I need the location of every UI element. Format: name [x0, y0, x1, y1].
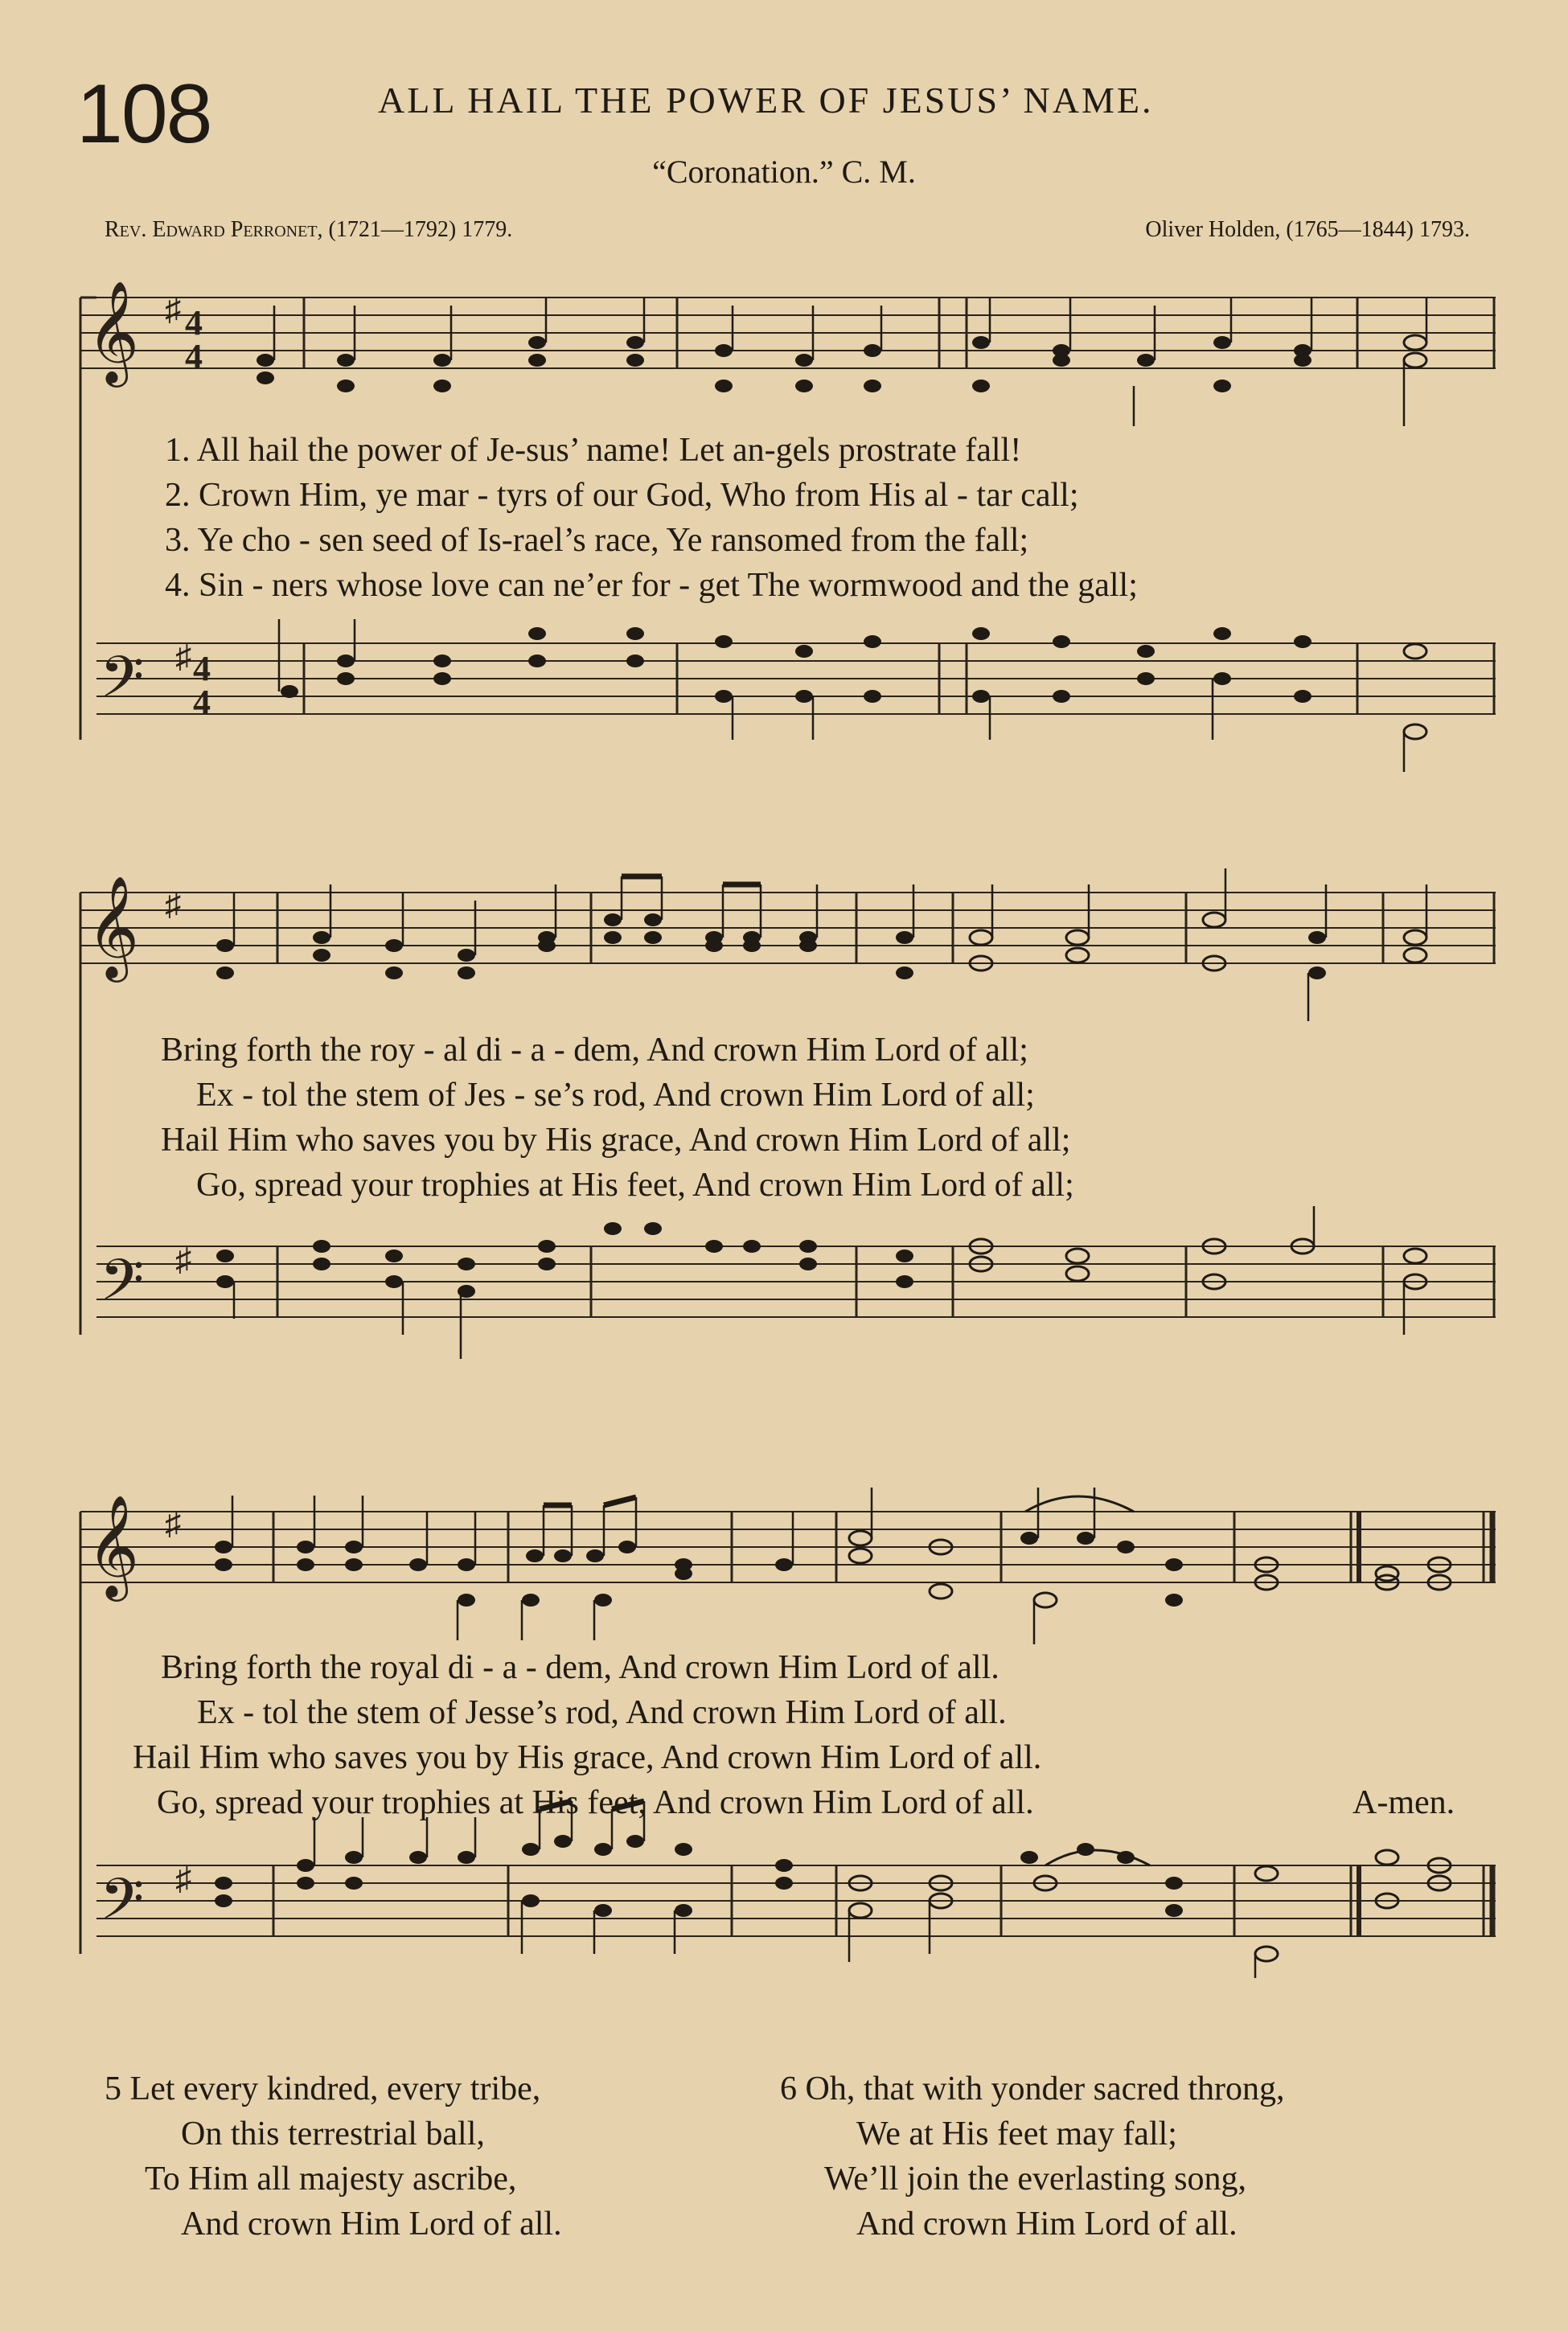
lyric-line: 3. Ye cho - sen seed of Is-rael’s race, Ye ransomed from the fall; — [165, 522, 1029, 559]
verse-line: On this terrestrial ball, — [181, 2116, 485, 2152]
lyric-line: Hail Him who saves you by His grace, And crown Him Lord of all. — [133, 1739, 1042, 1776]
system-2-lyrics — [161, 1028, 1074, 1208]
verse-line: We’ll join the everlasting song, — [824, 2161, 1246, 2198]
system-3-lyrics — [133, 1645, 1041, 1825]
lyric-line: Ex - tol the stem of Jes - se’s rod, And crown Him Lord of all; — [196, 1077, 1035, 1114]
lyric-line: Bring forth the royal di - a - dem, And crown Him Lord of all. — [161, 1649, 999, 1686]
sharp-sign: ♯ — [175, 638, 191, 675]
lyric-line: 4. Sin - ners whose love can ne’er for - get The wormwood and the gall; — [165, 567, 1138, 604]
lyric-line: Hail Him who saves you by His grace, And crown Him Lord of all; — [161, 1122, 1071, 1159]
verse-line: And crown Him Lord of all. — [856, 2206, 1238, 2243]
words-credit: Rev. Edward Perronet, (1721—1792) 1779. — [105, 217, 513, 242]
bass-clef: 𝄢 — [100, 646, 145, 723]
sharp-sign: ♯ — [175, 1861, 191, 1897]
verse-line: And crown Him Lord of all. — [181, 2206, 562, 2243]
treble-clef: 𝄞 — [87, 283, 140, 381]
bass-clef: 𝄢 — [100, 1249, 145, 1326]
verse-line: 6 Oh, that with yonder sacred throng, — [780, 2070, 1285, 2107]
hymn-title: ALL HAIL THE POWER OF JESUS’ NAME. — [378, 80, 1154, 121]
sharp-sign: ♯ — [175, 1241, 191, 1278]
time-signature: 4 — [193, 649, 211, 688]
time-signature: 4 — [185, 303, 203, 343]
verse-line: 5 Let every kindred, every tribe, — [105, 2070, 541, 2107]
lyric-line: Bring forth the roy - al di - a - dem, And crown Him Lord of all; — [161, 1032, 1028, 1069]
lyric-line: Ex - tol the stem of Jesse’s rod, And crown Him Lord of all. — [197, 1694, 1007, 1731]
sharp-sign: ♯ — [165, 886, 181, 922]
hymn-number: 108 — [76, 68, 211, 161]
verse-line: To Him all majesty ascribe, — [145, 2161, 517, 2198]
lyric-line: Go, spread your trophies at His feet, And crown Him Lord of all. — [157, 1784, 1034, 1821]
sharp-sign: ♯ — [165, 291, 181, 327]
lyric-line: 1. All hail the power of Je-sus’ name! Let an-gels prostrate fall! — [165, 432, 1022, 469]
tie-slur — [1025, 1496, 1134, 1512]
system-1-lyrics — [165, 428, 1138, 608]
amen-text: A-men. — [1353, 1784, 1455, 1821]
bass-clef: 𝄢 — [100, 1868, 145, 1945]
treble-clef: 𝄞 — [87, 1497, 140, 1595]
verse-6 — [780, 2066, 1285, 2247]
verse-line: We at His feet may fall; — [856, 2116, 1177, 2152]
sharp-sign: ♯ — [165, 1505, 181, 1541]
lyric-line: Go, spread your trophies at His feet, And crown Him Lord of all; — [196, 1167, 1074, 1204]
time-signature: 4 — [193, 683, 211, 722]
tune-name: “Coronation.” C. M. — [652, 154, 916, 190]
lyric-line: 2. Crown Him, ye mar - tyrs of our God, Who from His al - tar call; — [165, 477, 1079, 514]
time-signature: 4 — [185, 337, 203, 376]
verse-5 — [105, 2066, 562, 2247]
music-credit: Oliver Holden, (1765—1844) 1793. — [1145, 217, 1470, 242]
treble-clef: 𝄞 — [87, 878, 140, 976]
